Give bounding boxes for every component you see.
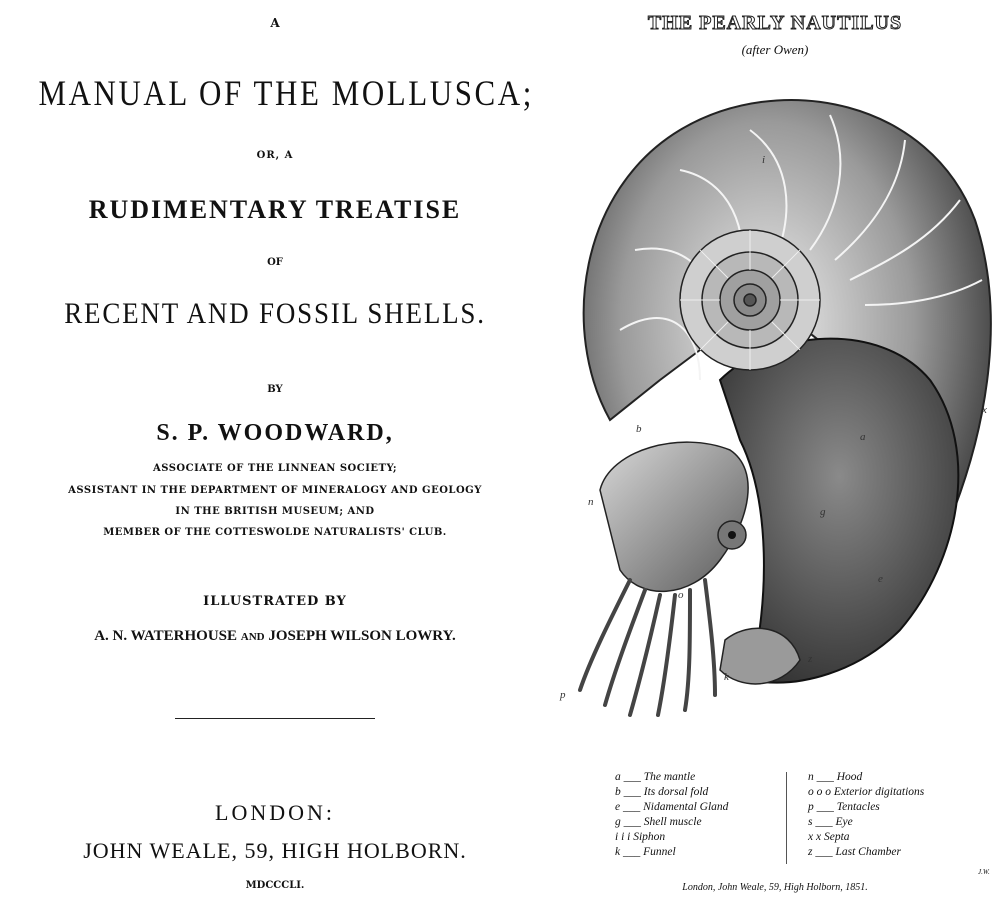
legend-item: i i i Siphon xyxy=(615,831,666,843)
figure-label: n xyxy=(588,496,594,508)
subtitle-shells: RECENT AND FOSSIL SHELLS. xyxy=(64,297,486,330)
imprint-date: MDCCCLI. xyxy=(245,880,305,891)
engraver-initials: J.W. xyxy=(978,868,990,876)
title-by: BY xyxy=(267,384,283,395)
figure-label: i xyxy=(762,154,766,166)
legend-item: n ___ Hood xyxy=(808,771,863,783)
legend-item: e ___ Nidamental Gland xyxy=(615,801,729,813)
hood xyxy=(600,442,748,591)
plate-imprint: London, John Weale, 59, High Holborn, 1851. xyxy=(682,882,868,893)
title-or-a: OR, A xyxy=(256,150,294,161)
legend-item: a ___ The mantle xyxy=(615,771,696,783)
legend-item: p ___ Tentacles xyxy=(808,801,880,813)
affiliation-line: MEMBER OF THE COTTESWOLDE NATURALISTS' CLUB. xyxy=(103,527,447,538)
plate-legend-left xyxy=(615,770,728,860)
plate-title: THE PEARLY NAUTILUS xyxy=(647,12,903,34)
illustrators-conjunction: AND xyxy=(240,631,265,643)
illustrator-name: A. N. WATERHOUSE xyxy=(94,628,237,644)
legend-divider xyxy=(786,772,787,864)
figure-label: k xyxy=(724,671,729,683)
affiliation-line: ASSOCIATE OF THE LINNEAN SOCIETY; xyxy=(152,463,398,474)
figure-label: x xyxy=(982,404,987,416)
illustrated-by: ILLUSTRATED BY xyxy=(203,594,347,609)
affiliation-line: ASSISTANT IN THE DEPARTMENT OF MINERALOGY AND GEOLOGY xyxy=(68,485,482,496)
illustrator-name: JOSEPH WILSON LOWRY. xyxy=(268,628,456,644)
title-of: OF xyxy=(267,257,283,268)
plate-legend-right xyxy=(808,770,924,860)
plate-subtitle: (after Owen) xyxy=(741,42,809,57)
decorative-rule xyxy=(175,718,375,719)
imprint-publisher: JOHN WEALE, 59, HIGH HOLBORN. xyxy=(83,838,467,863)
illustrators xyxy=(0,628,550,645)
figure-label: e xyxy=(878,573,883,585)
figure-label: p xyxy=(560,689,566,701)
figure-label: a xyxy=(860,431,866,443)
title-article: A xyxy=(270,16,280,30)
imprint-city: LONDON: xyxy=(215,800,335,825)
legend-item: z ___ Last Chamber xyxy=(808,846,901,858)
tentacles xyxy=(580,580,715,715)
legend-item: s ___ Eye xyxy=(808,816,853,828)
legend-item: g ___ Shell muscle xyxy=(615,816,702,828)
author-name: S. P. WOODWARD, xyxy=(156,420,394,446)
figure-label: g xyxy=(820,506,826,518)
legend-item: k ___ Funnel xyxy=(615,846,676,858)
legend-item: x x Septa xyxy=(808,831,850,843)
legend-item: o o o Exterior digitations xyxy=(808,786,925,798)
figure-label: o xyxy=(678,589,684,601)
frontispiece-plate xyxy=(550,0,1000,906)
legend-item: b ___ Its dorsal fold xyxy=(615,786,709,798)
affiliation-line: IN THE BRITISH MUSEUM; AND xyxy=(175,506,375,517)
figure-label: b xyxy=(636,423,642,435)
book-title: MANUAL OF THE MOLLUSCA; xyxy=(38,73,534,113)
subtitle-rudimentary: RUDIMENTARY TREATISE xyxy=(88,195,462,224)
figure-label: z xyxy=(808,653,813,665)
nautilus-illustration xyxy=(550,0,1000,760)
